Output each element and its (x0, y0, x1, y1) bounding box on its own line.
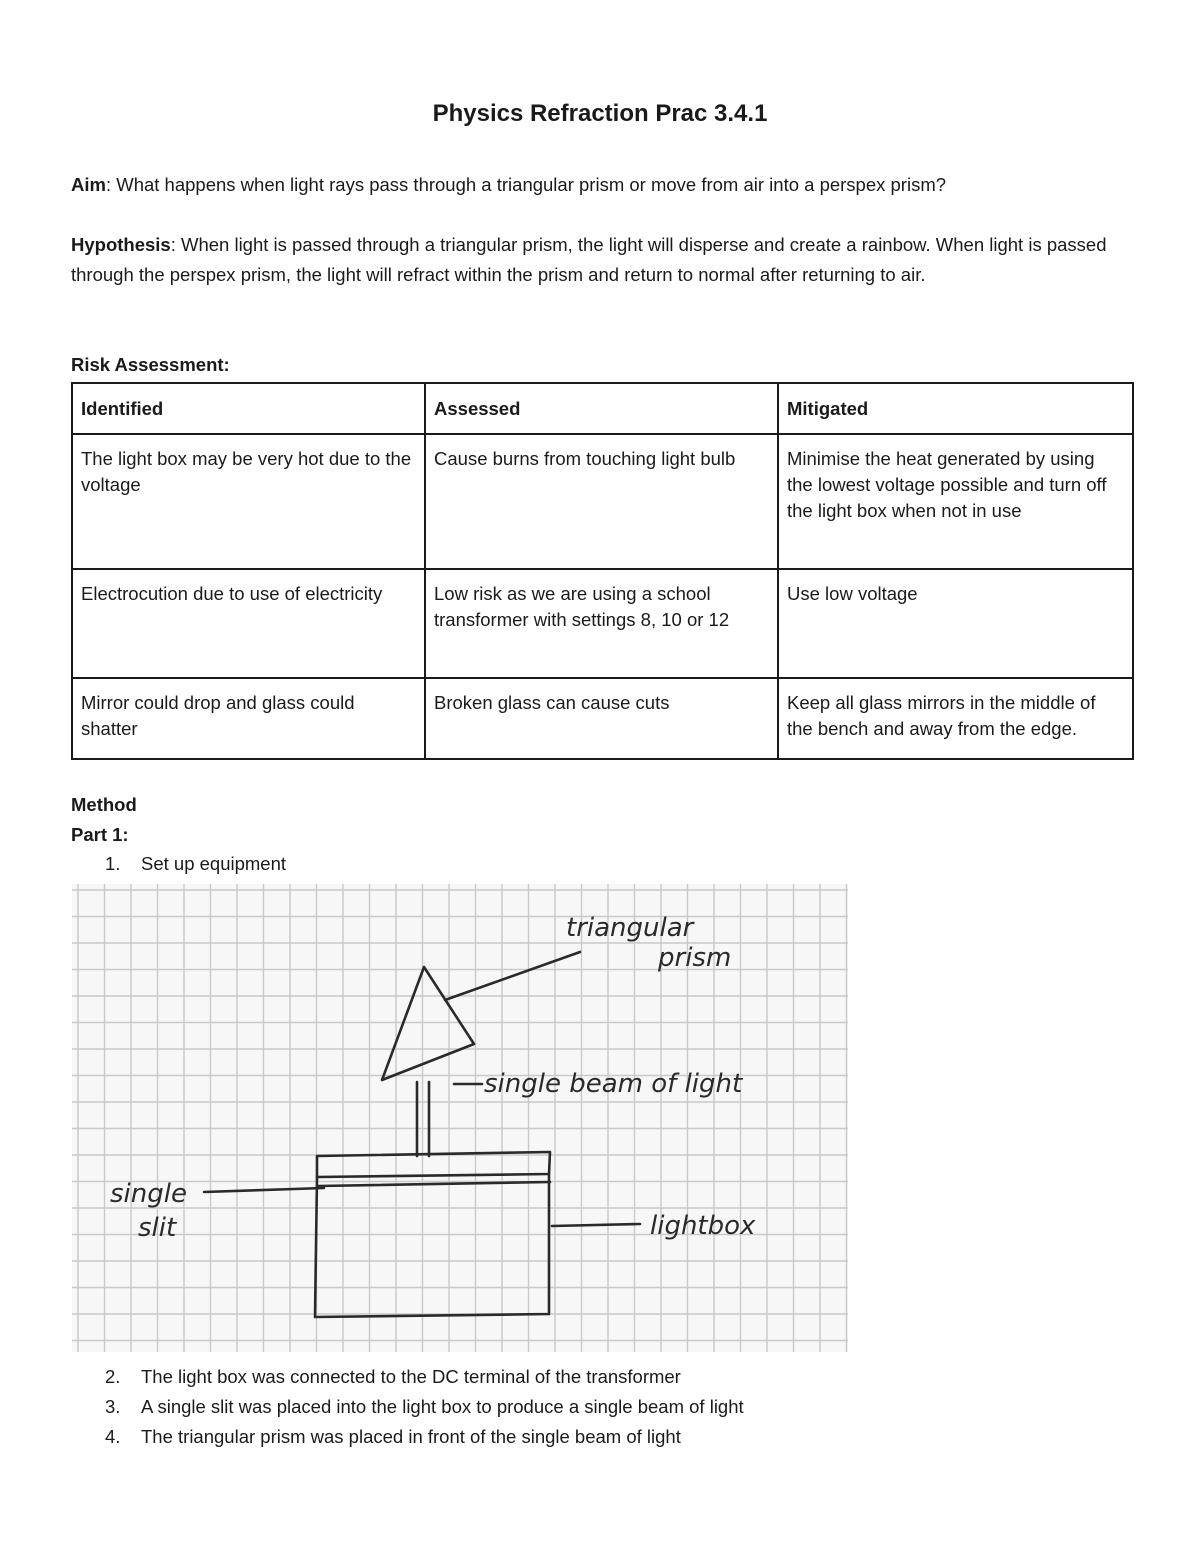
table-cell: Minimise the heat generated by using the lowest voltage possible and turn off the light box when not in use (778, 434, 1133, 569)
step-number: 4. (105, 1426, 121, 1447)
label-single-beam-of-light: single beam of light (484, 1069, 743, 1099)
step-number: 2. (105, 1366, 121, 1387)
risk-assessment-heading: Risk Assessment: (71, 354, 230, 375)
method-steps-list-continued (71, 1362, 744, 1452)
table-cell: Keep all glass mirrors in the middle of the bench and away from the edge. (778, 678, 1133, 759)
method-steps-list (71, 849, 286, 879)
list-item (71, 1392, 744, 1422)
table-cell: Electrocution due to use of electricity (72, 569, 425, 677)
aim-text: : What happens when light rays pass through a triangular prism or move from air into a perspex prism? (105, 174, 947, 195)
hypothesis-label: Hypothesis (71, 234, 171, 255)
table-row (72, 569, 1133, 677)
list-item (71, 1362, 744, 1392)
part-1-heading: Part 1: (71, 824, 129, 845)
table-cell: Mirror could drop and glass could shatter (72, 678, 425, 759)
table-row (72, 678, 1133, 759)
table-row (72, 434, 1133, 569)
step-text: The light box was connected to the DC terminal of the transformer (141, 1366, 681, 1387)
label-slit: slit (138, 1213, 177, 1243)
step-number: 1. (105, 853, 121, 874)
grid-background (72, 884, 848, 1352)
grid-paper (72, 884, 848, 1352)
step-text: A single slit was placed into the light box to produce a single beam of light (141, 1396, 744, 1417)
table-cell: Broken glass can cause cuts (425, 678, 778, 759)
label-prism: prism (658, 943, 732, 973)
aim-label: Aim (71, 174, 106, 195)
step-text: Set up equipment (141, 853, 287, 874)
method-heading: Method (71, 794, 137, 815)
aim-paragraph (71, 170, 1131, 200)
risk-assessment-table (71, 382, 1134, 760)
label-lightbox: lightbox (650, 1211, 756, 1241)
table-cell: Use low voltage (778, 569, 1133, 677)
list-item (71, 1422, 744, 1452)
table-cell: Low risk as we are using a school transformer with settings 8, 10 or 12 (425, 569, 778, 677)
table-header-row (72, 383, 1133, 434)
step-number: 3. (105, 1396, 121, 1417)
column-header-identified: Identified (72, 383, 425, 434)
table-cell: Cause burns from touching light bulb (425, 434, 778, 569)
list-item (71, 849, 286, 879)
page-title: Physics Refraction Prac 3.4.1 (432, 100, 768, 127)
column-header-assessed: Assessed (425, 383, 778, 434)
hypothesis-text: : When light is passed through a triangular prism, the light will disperse and create a rainbow. When light is passed through the perspex prism, the light will refract within the prism and return to normal after returning to air. (71, 234, 1107, 285)
label-single: single (110, 1179, 187, 1209)
table-cell: The light box may be very hot due to the voltage (72, 434, 425, 569)
label-triangular: triangular (566, 913, 694, 943)
column-header-mitigated: Mitigated (778, 383, 1133, 434)
step-text: The triangular prism was placed in front of the single beam of light (141, 1426, 681, 1447)
equipment-sketch (72, 884, 848, 1352)
hypothesis-paragraph (71, 230, 1131, 290)
